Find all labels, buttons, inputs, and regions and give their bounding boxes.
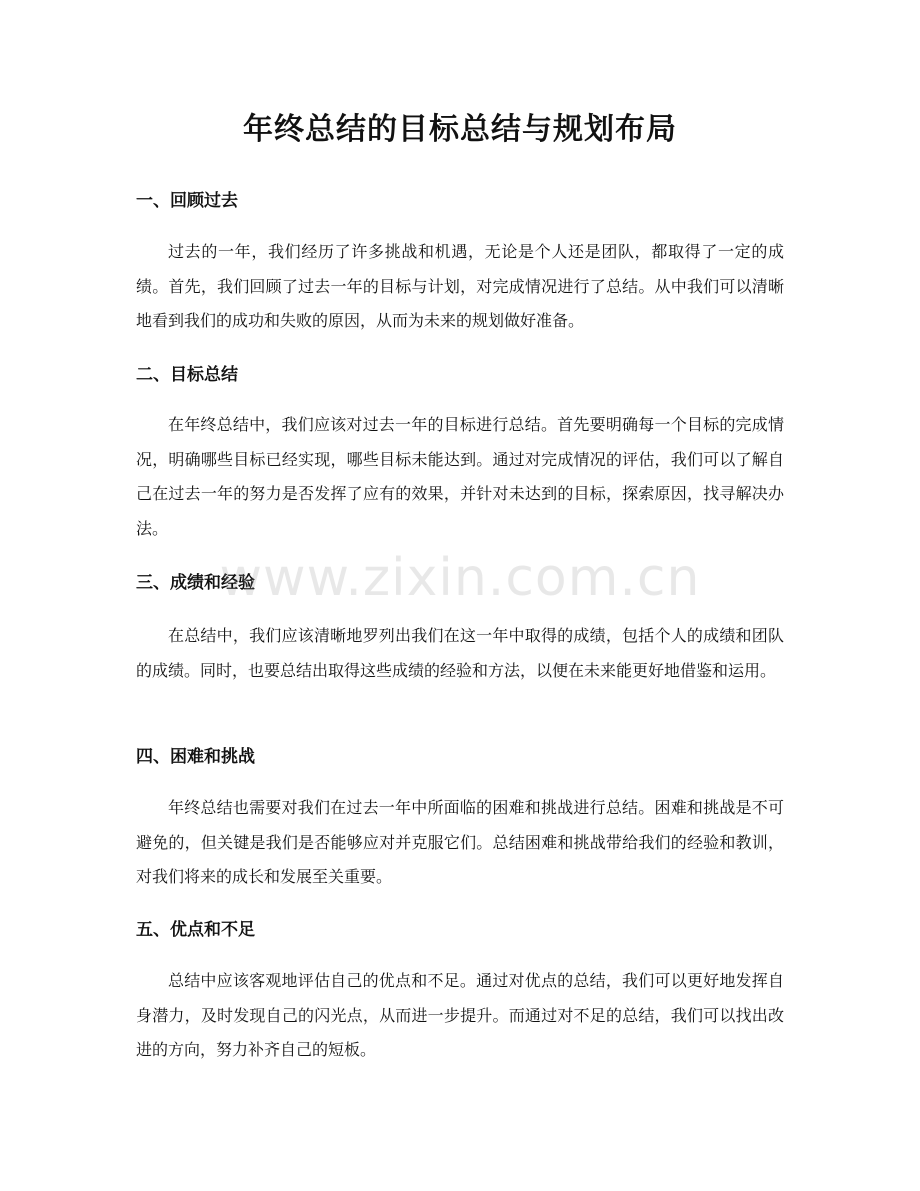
section-body-4: 年终总结也需要对我们在过去一年中所面临的困难和挑战进行总结。困难和挑战是不可避免的，但关键是我们是否能够应对并克服它们。总结困难和挑战带给我们的经验和教训，对我们将来的成长和发展至关重要。 (136, 798, 784, 886)
watermark-text: www.zixin.com.cn (219, 548, 701, 608)
section-heading-5: 五、优点和不足 (136, 920, 255, 940)
section-body-3: 在总结中，我们应该清晰地罗列出我们在这一年中取得的成绩，包括个人的成绩和团队的成绩。同时，也要总结出取得这些成绩的经验和方法，以便在未来能更好地借鉴和运用。 (136, 626, 784, 680)
section-heading-4: 四、困难和挑战 (136, 747, 255, 767)
section-body-5: 总结中应该客观地评估自己的优点和不足。通过对优点的总结，我们可以更好地发挥自身潜力，及时发现自己的闪光点，从而进一步提升。而通过对不足的总结，我们可以找出改进的方向，努力补齐自己的短板。 (136, 971, 784, 1059)
section-body-2: 在年终总结中，我们应该对过去一年的目标进行总结。首先要明确每一个目标的完成情况，明确哪些目标已经实现，哪些目标未能达到。通过对完成情况的评估，我们可以了解自己在过去一年的努力是否发挥了应有的效果，并针对未达到的目标，探索原因，找寻解决办法。 (136, 415, 784, 538)
section-heading-1: 一、回顾过去 (136, 191, 238, 211)
section-body-1: 过去的一年，我们经历了许多挑战和机遇，无论是个人还是团队，都取得了一定的成绩。首先，我们回顾了过去一年的目标与计划，对完成情况进行了总结。从中我们可以清晰地看到我们的成功和失败的原因，从而为未来的规划做好准备。 (136, 242, 784, 330)
section-heading-3: 三、成绩和经验 (136, 573, 255, 593)
section-heading-2: 二、目标总结 (136, 365, 238, 385)
document-title: 年终总结的目标总结与规划布局 (243, 112, 677, 147)
